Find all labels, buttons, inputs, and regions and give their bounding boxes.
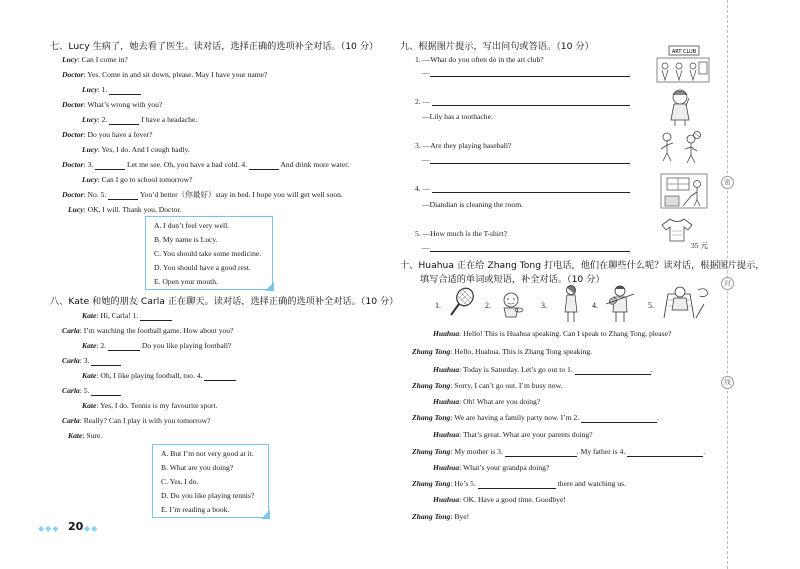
margin-mark-feng: 封	[721, 277, 734, 290]
speaker: Huahua	[433, 463, 460, 472]
dialogue-line	[412, 347, 592, 357]
line-text: : Oh! What are you doing?	[459, 397, 541, 406]
page-fold-decoration	[261, 510, 270, 519]
dialogue-line	[433, 329, 671, 339]
speaker: Huahua	[433, 329, 460, 338]
dialogue-line	[62, 160, 349, 170]
dialogue-line	[433, 397, 540, 407]
t-shirt-illustration	[660, 217, 694, 243]
picture-number-5: 5.	[648, 301, 654, 310]
t-shirt-price: 35 元	[691, 241, 709, 250]
grandpa-sitting-illustration	[660, 284, 710, 320]
line-text: : OK, I will. Thank you, Doctor.	[83, 205, 182, 214]
line-text: : Sorry, I can’t go out. I’m busy now.	[450, 381, 563, 390]
question-line: 3. —Are they playing baseball?	[415, 141, 512, 150]
answer-blank-8-5[interactable]	[91, 387, 121, 396]
line-text: : We are having a family party now. I’m 2.	[450, 413, 580, 422]
dialogue-line	[62, 55, 128, 65]
speaker: Kate	[82, 401, 97, 410]
speaker: Doctor	[62, 70, 84, 79]
line-text: I have a headache.	[141, 115, 198, 124]
section-8-title: 八、Kate 和她的朋友 Carla 正在聊天。读对话，选择正确的选项补全对话。（10 分）	[50, 296, 399, 307]
dialogue-line	[82, 145, 190, 155]
dialogue-line	[433, 430, 593, 440]
picture-number-4: 4.	[592, 301, 598, 310]
margin-mark-mi: 密	[721, 176, 734, 189]
dialogue-line	[412, 381, 562, 391]
answer-blank-9-4[interactable]	[432, 192, 630, 193]
answer-blank-10-4[interactable]	[627, 447, 706, 457]
option-a: A. But I’m not very good at it.	[161, 449, 254, 458]
dialogue-line	[82, 115, 197, 125]
line-text: : What’s your grandpa doing?	[459, 463, 550, 472]
line-text: : Hello, Huahua. This is Zhang Tong speaking.	[450, 347, 593, 356]
line-text: : My mother is 3.	[450, 447, 503, 456]
speaker: Zhang Tong	[412, 479, 451, 488]
picture-number-2: 2.	[485, 301, 491, 310]
line-text: : I’m watching the football game. How about you?	[79, 326, 234, 335]
question-line: 4. —	[415, 184, 431, 193]
answer-blank-8-3[interactable]	[91, 357, 121, 366]
question-line: 5. —How much is the T-shirt?	[415, 229, 507, 238]
picture-number-1: 1.	[435, 301, 441, 310]
dialogue-line	[412, 479, 626, 489]
line-text: : Bye!	[450, 512, 470, 521]
dialogue-line	[62, 326, 233, 336]
option-d: D. Do you like playing tennis?	[161, 491, 255, 500]
dialogue-line	[62, 416, 211, 426]
line-text: : Can I come in?	[77, 55, 128, 64]
line-text: : 1.	[97, 85, 108, 94]
speaker: Zhang Tong	[412, 512, 451, 521]
page-fold-decoration	[265, 282, 274, 291]
answer-blank-9-5[interactable]	[430, 251, 630, 252]
answer-blank-7-4[interactable]	[249, 161, 279, 170]
speaker: Kate	[82, 311, 97, 320]
line-text: : No. 5.	[83, 190, 107, 199]
line-text: : Hi, Carla! 1.	[96, 311, 139, 320]
dialogue-line	[82, 175, 193, 185]
answer-blank-8-4[interactable]	[204, 372, 236, 381]
margin-mark-xian: 线	[721, 376, 734, 389]
answer-blank-10-1[interactable]	[575, 366, 651, 375]
speaker: Lucy	[68, 205, 84, 214]
dialogue-line	[68, 205, 181, 215]
question-line: 1. —What do you often do in the art club?	[415, 55, 544, 64]
speaker: Kate	[82, 371, 97, 380]
option-a: A. I don’t feel very well.	[154, 221, 230, 230]
answer-blank-9-1[interactable]	[430, 76, 630, 77]
option-d: D. You should have a good rest.	[154, 263, 251, 272]
girl-toothache-illustration	[661, 86, 699, 126]
line-text: .	[703, 447, 706, 456]
speaker: Doctor	[62, 100, 84, 109]
line-text: : He’s 5.	[450, 479, 476, 488]
line-text: : Do you have a fever?	[83, 130, 153, 139]
speaker: Zhang Tong	[412, 447, 451, 456]
line-text: : Yes, I do. Tennis is my favourite sport.	[96, 401, 218, 410]
answer-blank-10-3[interactable]	[505, 448, 577, 457]
speaker: Zhang Tong	[412, 413, 451, 422]
picture-number-3: 3.	[541, 301, 547, 310]
speaker: Lucy	[62, 55, 78, 64]
boy-eating-illustration	[497, 290, 525, 318]
line-text: : 2.	[96, 341, 107, 350]
dialogue-line	[62, 356, 121, 366]
man-playing-violin-illustration	[604, 284, 638, 324]
speaker: Lucy	[82, 115, 98, 124]
speaker: Carla	[62, 356, 80, 365]
options-box-8	[152, 444, 269, 518]
speaker: Huahua	[433, 397, 460, 406]
dialogue-line	[62, 130, 152, 140]
line-text: : 2.	[97, 115, 108, 124]
option-e: E. I’m reading a book.	[161, 505, 230, 514]
dialogue-line	[82, 311, 172, 321]
options-box-7	[145, 216, 273, 290]
answer-blank-7-2[interactable]	[109, 116, 139, 125]
speaker: Zhang Tong	[412, 381, 451, 390]
dialogue-line	[62, 190, 343, 200]
answer-line: —Diandian is cleaning the room.	[422, 200, 524, 209]
section-9-title: 九、根据图片提示，写出问句或答语。（10 分）	[400, 41, 594, 52]
kids-playing-illustration	[657, 129, 705, 165]
speaker: Kate	[68, 431, 83, 440]
line-text: : What’s wrong with you?	[83, 100, 163, 109]
answer-blank-7-3[interactable]	[95, 161, 125, 170]
dialogue-line	[412, 512, 469, 522]
section-10-title-line-1: 十、Huahua 正在给 Zhang Tong 打电话，他们在聊些什么呢？读对话，根据图片提示，	[400, 260, 765, 271]
speaker: Doctor	[62, 190, 84, 199]
speaker: Lucy	[82, 145, 98, 154]
line-text: Let me see. Oh, you have a bad cold. 4.	[127, 160, 248, 169]
answer-blank-9-2[interactable]	[432, 105, 630, 106]
art-club-illustration	[655, 44, 711, 84]
line-text: : Oh, I like playing football, too. 4.	[96, 371, 203, 380]
section-7-title: 七、Lucy 生病了，她去看了医生。读对话，选择正确的选项补全对话。（10 分）	[50, 41, 379, 52]
line-text: .	[650, 365, 653, 374]
speaker: Carla	[62, 326, 80, 335]
dialogue-line	[82, 401, 218, 411]
speaker: Lucy	[82, 175, 98, 184]
line-text: : 3.	[83, 160, 94, 169]
line-text: there and watching us.	[557, 479, 627, 488]
line-text: Do you like playing football?	[141, 341, 232, 350]
dialogue-line	[62, 70, 267, 80]
speaker: Huahua	[433, 495, 460, 504]
line-text: : 5.	[79, 386, 90, 395]
dialogue-line	[68, 431, 102, 441]
speaker: Doctor	[62, 130, 84, 139]
option-b: B. My name is Lucy.	[154, 235, 218, 244]
dialogue-line	[82, 371, 236, 381]
speaker: Doctor	[62, 160, 84, 169]
line-text: : Sure.	[82, 431, 103, 440]
line-text: . My father is 4.	[576, 447, 626, 456]
line-text: You’d better（你最好）stay in bed. I hope you will get well soon.	[139, 190, 343, 199]
decorative-dots: ◆◆◆	[38, 524, 60, 533]
answer-line: —	[422, 243, 430, 252]
line-text: : Can I go to school tomorrow?	[97, 175, 193, 184]
answer-blank-10-5[interactable]	[478, 480, 556, 489]
line-text: : Today is Saturday. Let’s go out to 1.	[459, 365, 573, 374]
speaker: Huahua	[433, 430, 460, 439]
answer-blank-9-3[interactable]	[430, 163, 630, 164]
speaker: Carla	[62, 386, 80, 395]
answer-blank-10-2[interactable]	[581, 413, 660, 423]
dialogue-line	[433, 365, 653, 375]
answer-blank-7-5[interactable]	[108, 191, 138, 200]
line-text: : Really? Can I play it with you tomorrow?	[79, 416, 211, 425]
dialogue-line	[412, 413, 659, 423]
speaker: Kate	[82, 341, 97, 350]
cleaning-room-illustration	[659, 172, 709, 210]
line-text: : Hello! This is Huahua speaking. Can I speak to Zhang Tong, please?	[459, 329, 672, 338]
option-c: C. You should take some medicine.	[154, 249, 262, 258]
speaker: Carla	[62, 416, 80, 425]
answer-line: —Lily has a toothache.	[422, 112, 493, 121]
dialogue-line	[62, 386, 121, 396]
decorative-dots: ◆◆	[84, 524, 99, 533]
line-text: : OK. Have a good time. Goodbye!	[459, 495, 566, 504]
option-b: B. What are you doing?	[161, 463, 234, 472]
answer-line: —	[422, 155, 430, 164]
line-text: : Yes, I do. And I cough badly.	[97, 145, 190, 154]
speaker: Zhang Tong	[412, 347, 451, 356]
dialogue-line	[412, 447, 705, 457]
section-10-title-line-2: 填写合适的单词或短语，补全对话。（10 分）	[420, 274, 605, 285]
option-e: E. Open your mouth.	[154, 277, 218, 286]
dialogue-line	[433, 463, 549, 473]
line-text: .	[657, 413, 660, 422]
dialogue-line	[433, 495, 566, 505]
page-number: 20	[68, 520, 84, 533]
dialogue-line	[82, 85, 141, 95]
answer-line: —	[422, 68, 430, 77]
line-text: : 3.	[79, 356, 90, 365]
dialogue-line	[62, 100, 162, 110]
answer-blank-7-1[interactable]	[109, 86, 141, 95]
woman-illustration	[560, 284, 582, 324]
answer-blank-8-2[interactable]	[108, 342, 140, 351]
dialogue-line	[82, 341, 231, 351]
line-text: : That’s great. What are your parents doing?	[459, 430, 593, 439]
question-line: 2. —	[415, 97, 431, 106]
speaker: Lucy	[82, 85, 98, 94]
line-text: : Yes. Come in and sit down, please. May I have your name?	[83, 70, 268, 79]
line-text: And drink more water.	[280, 160, 350, 169]
tennis-racket-illustration	[448, 287, 478, 317]
speaker: Huahua	[433, 365, 460, 374]
answer-blank-8-1[interactable]	[140, 312, 172, 321]
art-club-sign: ART CLUB	[671, 49, 697, 55]
option-c: C. Yes, I do.	[161, 477, 199, 486]
